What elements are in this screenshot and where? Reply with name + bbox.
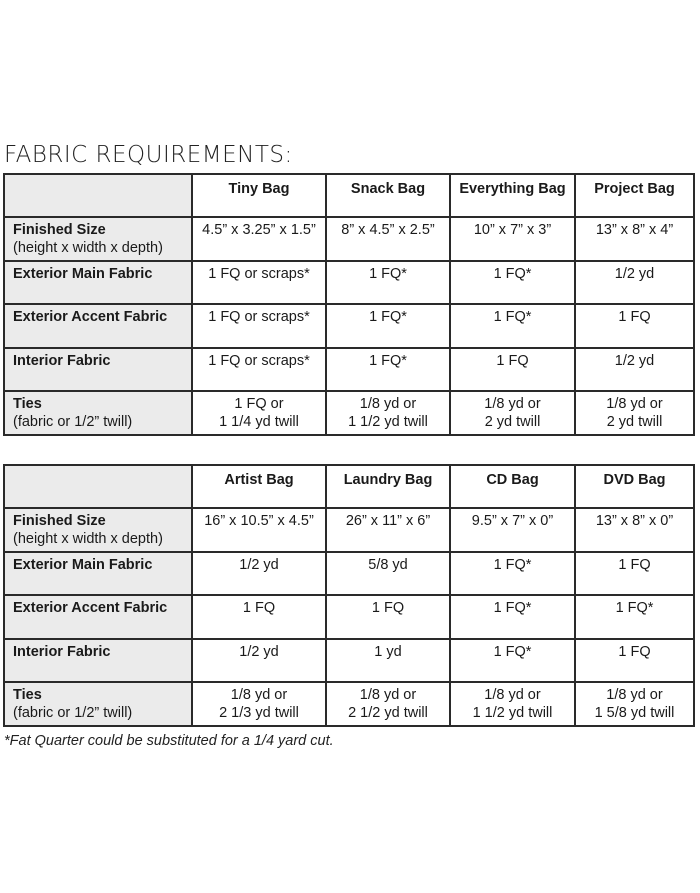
table-cell xyxy=(575,552,694,595)
table-row xyxy=(4,552,694,595)
column-header: CD Bag xyxy=(450,465,575,508)
row-label-cell xyxy=(4,391,192,435)
header-corner-cell xyxy=(4,174,192,217)
table-cell xyxy=(192,682,326,726)
table-cell xyxy=(192,595,326,639)
table-row xyxy=(4,348,694,391)
row-label: Exterior Main Fabric xyxy=(13,557,153,573)
table-cell xyxy=(575,391,694,435)
table-cell xyxy=(326,595,450,639)
table-cell xyxy=(326,217,450,261)
row-label-cell xyxy=(4,639,192,682)
page-title: FABRIC REQUIREMENTS: xyxy=(4,142,293,168)
cell-text: 1 FQ xyxy=(618,309,651,325)
row-label: Ties xyxy=(13,687,42,703)
table-cell xyxy=(192,217,326,261)
footnote: *Fat Quarter could be substituted for a 1/4 yard cut. xyxy=(4,733,334,749)
cell-text: 2 yd twill xyxy=(484,414,541,430)
cell-text: 1 FQ xyxy=(618,644,651,660)
table-cell xyxy=(326,508,450,552)
table-row xyxy=(4,261,694,304)
table-cell xyxy=(192,508,326,552)
row-label-cell xyxy=(4,682,192,726)
cell-text: 9.5” x 7” x 0” xyxy=(471,513,554,529)
table-cell xyxy=(450,348,575,391)
header-row xyxy=(4,465,694,508)
row-label: Interior Fabric xyxy=(13,353,111,369)
column-header: Tiny Bag xyxy=(192,174,326,217)
table-cell xyxy=(192,304,326,348)
table-cell xyxy=(192,391,326,435)
cell-text: 1 FQ* xyxy=(369,309,407,325)
cell-text: 16” x 10.5” x 4.5” xyxy=(204,513,314,529)
table-cell xyxy=(326,391,450,435)
table-cell xyxy=(326,261,450,304)
table-row xyxy=(4,391,694,435)
table-row xyxy=(4,508,694,552)
cell-text: 8” x 4.5” x 2.5” xyxy=(341,222,435,238)
table-cell xyxy=(192,348,326,391)
cell-text: 1/8 yd or xyxy=(606,396,663,412)
row-label-cell xyxy=(4,304,192,348)
table-cell xyxy=(450,304,575,348)
row-label: Exterior Accent Fabric xyxy=(13,309,168,325)
header-corner-cell xyxy=(4,465,192,508)
row-label: Interior Fabric xyxy=(13,644,111,660)
table-row xyxy=(4,304,694,348)
table-cell xyxy=(326,304,450,348)
table-cell xyxy=(575,682,694,726)
row-label-cell xyxy=(4,348,192,391)
table-cell xyxy=(326,552,450,595)
cell-text: 2 1/3 yd twill xyxy=(219,705,299,721)
column-header: Laundry Bag xyxy=(326,465,450,508)
cell-text: 1 yd xyxy=(374,644,402,660)
cell-text: 1/2 yd xyxy=(614,266,655,282)
cell-text: 1 FQ or scraps* xyxy=(208,266,310,282)
fabric-table-1 xyxy=(3,173,695,436)
cell-text: 13” x 8” x 0” xyxy=(595,513,674,529)
cell-text: 1/2 yd xyxy=(614,353,655,369)
cell-text: 1 FQ or xyxy=(234,396,284,412)
table-cell xyxy=(450,639,575,682)
column-header: DVD Bag xyxy=(575,465,694,508)
cell-text: 1 FQ* xyxy=(493,644,532,660)
table-cell xyxy=(326,682,450,726)
cell-text: 1 FQ* xyxy=(369,266,407,282)
cell-text: 1/8 yd or xyxy=(359,687,417,703)
row-sublabel: (fabric or 1/2” twill) xyxy=(13,414,133,430)
cell-text: 1 5/8 yd twill xyxy=(594,705,675,721)
cell-text: 2 yd twill xyxy=(606,414,663,430)
cell-text: 1/2 yd xyxy=(239,644,279,660)
cell-text: 1 FQ* xyxy=(493,266,532,282)
cell-text: 5/8 yd xyxy=(368,557,408,573)
cell-text: 1 FQ* xyxy=(493,600,532,616)
cell-text: 1 1/2 yd twill xyxy=(472,705,553,721)
cell-text: 2 1/2 yd twill xyxy=(348,705,428,721)
cell-text: 1/2 yd xyxy=(239,557,279,573)
cell-text: 4.5” x 3.25” x 1.5” xyxy=(202,222,316,238)
cell-text: 1/8 yd or xyxy=(230,687,288,703)
row-sublabel: (height x width x depth) xyxy=(13,531,163,547)
column-header: Everything Bag xyxy=(450,174,575,217)
table-cell xyxy=(450,595,575,639)
row-label: Exterior Accent Fabric xyxy=(13,600,168,616)
row-label-cell xyxy=(4,261,192,304)
cell-text: 1 FQ xyxy=(242,600,276,616)
cell-text: 1 FQ xyxy=(618,557,651,573)
row-label: Exterior Main Fabric xyxy=(13,266,153,282)
cell-text: 26” x 11” x 6” xyxy=(345,513,431,529)
cell-text: 1 FQ xyxy=(496,353,529,369)
column-header: Project Bag xyxy=(575,174,694,217)
cell-text: 1 FQ* xyxy=(615,600,654,616)
cell-text: 1 FQ xyxy=(371,600,405,616)
table-row xyxy=(4,595,694,639)
cell-text: 1 1/4 yd twill xyxy=(219,414,299,430)
table-cell xyxy=(192,261,326,304)
table-cell xyxy=(450,391,575,435)
row-sublabel: (height x width x depth) xyxy=(13,240,163,256)
table-cell xyxy=(192,639,326,682)
row-label-cell xyxy=(4,217,192,261)
table-cell xyxy=(575,348,694,391)
column-header: Artist Bag xyxy=(192,465,326,508)
fabric-table-2 xyxy=(3,464,695,727)
table-cell xyxy=(450,508,575,552)
header-row xyxy=(4,174,694,217)
row-label: Finished Size xyxy=(13,222,106,238)
table-cell xyxy=(575,508,694,552)
table-row xyxy=(4,217,694,261)
column-header: Snack Bag xyxy=(326,174,450,217)
cell-text: 1/8 yd or xyxy=(484,687,541,703)
table-row xyxy=(4,682,694,726)
cell-text: 1 FQ or scraps* xyxy=(208,309,310,325)
cell-text: 1 FQ* xyxy=(369,353,407,369)
table-cell xyxy=(326,639,450,682)
table-cell xyxy=(450,261,575,304)
table-cell xyxy=(575,261,694,304)
cell-text: 1 FQ* xyxy=(493,309,532,325)
row-sublabel: (fabric or 1/2” twill) xyxy=(13,705,133,721)
table-cell xyxy=(575,304,694,348)
row-label: Ties xyxy=(13,396,42,412)
cell-text: 1 FQ* xyxy=(493,557,532,573)
row-label-cell xyxy=(4,552,192,595)
table-row xyxy=(4,639,694,682)
table-cell xyxy=(575,217,694,261)
cell-text: 1/8 yd or xyxy=(359,396,417,412)
cell-text: 1/8 yd or xyxy=(606,687,663,703)
cell-text: 1 FQ or scraps* xyxy=(208,353,310,369)
cell-text: 1 1/2 yd twill xyxy=(348,414,428,430)
table-cell xyxy=(326,348,450,391)
row-label: Finished Size xyxy=(13,513,106,529)
table-cell xyxy=(450,552,575,595)
table-cell xyxy=(450,217,575,261)
row-label-cell xyxy=(4,508,192,552)
cell-text: 10” x 7” x 3” xyxy=(473,222,552,238)
table-cell xyxy=(575,639,694,682)
cell-text: 13” x 8” x 4” xyxy=(595,222,674,238)
cell-text: 1/8 yd or xyxy=(484,396,541,412)
row-label-cell xyxy=(4,595,192,639)
table-cell xyxy=(450,682,575,726)
table-cell xyxy=(192,552,326,595)
table-cell xyxy=(575,595,694,639)
